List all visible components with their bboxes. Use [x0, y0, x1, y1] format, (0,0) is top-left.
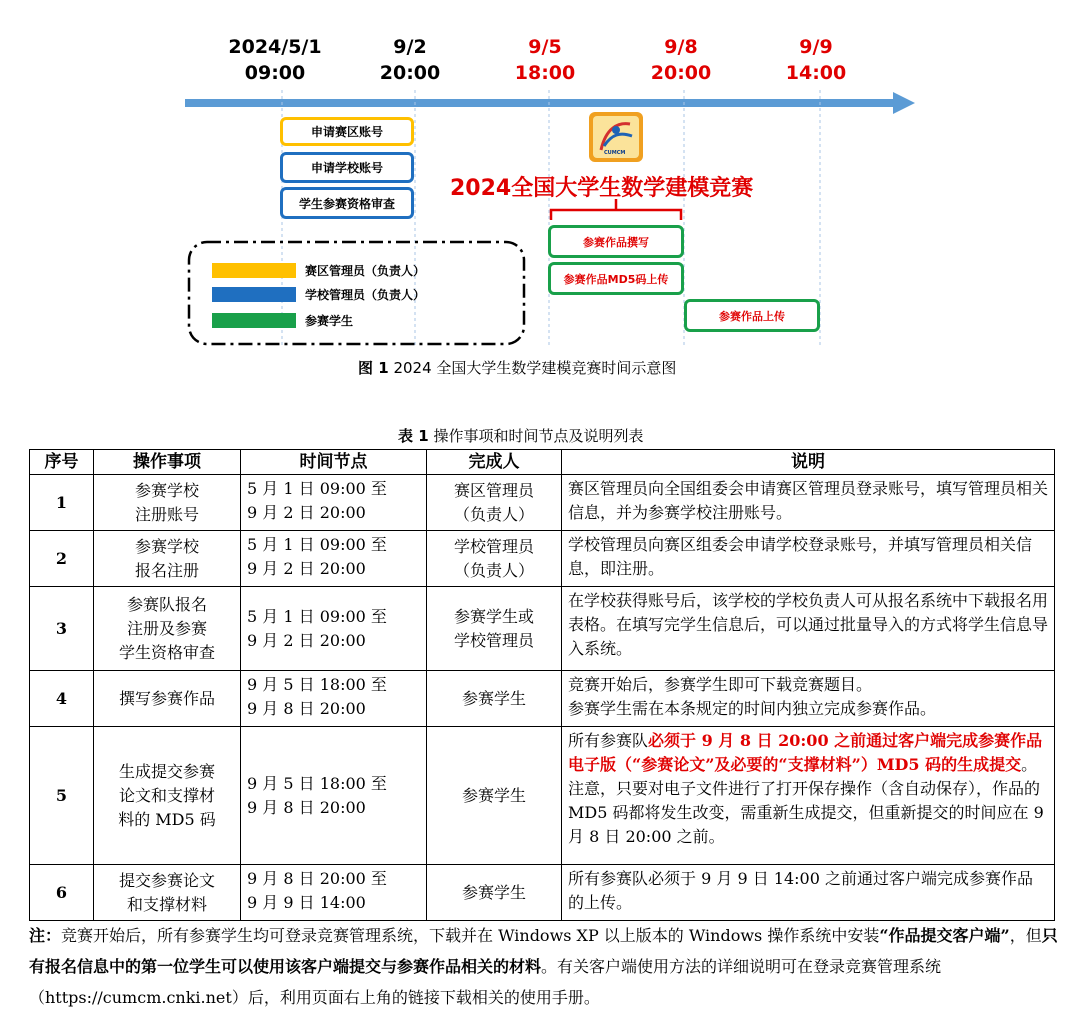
row-time: 9 月 8 日 20:00 至 9 月 9 日 14:00 [241, 865, 427, 921]
table-row [30, 587, 1055, 671]
row-time: 9 月 5 日 18:00 至 9 月 8 日 20:00 [241, 671, 427, 727]
row-time: 5 月 1 日 09:00 至 9 月 2 日 20:00 [241, 475, 427, 531]
header-desc: 说明 [562, 450, 1055, 475]
row-who: 参赛学生 [427, 865, 562, 921]
table-row [30, 671, 1055, 727]
header-time: 时间节点 [241, 450, 427, 475]
box-write-work: 参赛作品撰写 [548, 225, 684, 258]
legend-label-school: 学校管理员（负责人） [305, 288, 426, 302]
row-who: 参赛学生 [427, 727, 562, 865]
timeline-arrow-head [893, 92, 915, 114]
timeline-arrow-shaft [185, 99, 893, 107]
row-no: 2 [30, 531, 94, 587]
row-desc: 所有参赛队必须于 9 月 8 日 20:00 之前通过客户端完成参赛作品电子版（“参赛论文”及必要的“支撑材料”）MD5 码的生成提交。注意，只要对电子文件进行了打开保存操作（含自动保存），作品的 MD5 码都将发生改变，需重新生成提交，但重新提交的时间应在 9 月 8 日 20:00 之前。 [562, 727, 1055, 865]
row-item: 参赛学校 注册账号 [94, 475, 241, 531]
row-desc: 赛区管理员向全国组委会申请赛区管理员登录账号，填写管理员相关信息，并为参赛学校注册账号。 [562, 475, 1055, 531]
figure-caption: 图 1 2024 全国大学生数学建模竞赛时间示意图 [358, 359, 677, 377]
contest-title: 2024全国大学生数学建模竞赛 [450, 176, 754, 201]
row-desc: 所有参赛队必须于 9 月 9 日 14:00 之前通过客户端完成参赛作品的上传。 [562, 865, 1055, 921]
row-no: 6 [30, 865, 94, 921]
row-desc: 学校管理员向赛区组委会申请学校登录账号，并填写管理员相关信息，即注册。 [562, 531, 1055, 587]
row-who: 赛区管理员 （负责人） [427, 475, 562, 531]
header-no: 序号 [30, 450, 94, 475]
legend-label-region: 赛区管理员（负责人） [305, 264, 426, 278]
row-who: 参赛学生或 学校管理员 [427, 587, 562, 671]
timeline-point-3: 9/5 18:00 [514, 36, 576, 84]
row-item: 生成提交参赛 论文和支撑材 料的 MD5 码 [94, 727, 241, 865]
row-no: 1 [30, 475, 94, 531]
row-desc: 在学校获得账号后，该学校的学校负责人可从报名系统中下载报名用表格。在填写完学生信息后，可以通过批量导入的方式将学生信息导入系统。 [562, 587, 1055, 671]
row-no: 3 [30, 587, 94, 671]
legend-label-student: 参赛学生 [305, 314, 354, 328]
timeline-point-4: 9/8 20:00 [650, 36, 712, 84]
legend-swatch-region [212, 263, 296, 278]
contest-bracket [551, 199, 681, 220]
box-work-upload: 参赛作品上传 [684, 299, 820, 332]
logo-text: CUMCM [604, 150, 626, 156]
table-row [30, 865, 1055, 921]
legend-swatch-school [212, 287, 296, 302]
header-who: 完成人 [427, 450, 562, 475]
header-item: 操作事项 [94, 450, 241, 475]
row-item: 参赛学校 报名注册 [94, 531, 241, 587]
row-item: 提交参赛论文 和支撑材料 [94, 865, 241, 921]
row-no: 5 [30, 727, 94, 865]
row-item: 参赛队报名 注册及参赛 学生资格审查 [94, 587, 241, 671]
timeline-point-2: 9/2 20:00 [379, 36, 441, 84]
box-md5-upload: 参赛作品MD5码上传 [548, 262, 684, 295]
row-desc: 竞赛开始后，参赛学生即可下载竞赛题目。 参赛学生需在本条规定的时间内独立完成参赛作品。 [562, 671, 1055, 727]
row-no: 4 [30, 671, 94, 727]
timeline-point-1: 2024/5/1 09:00 [228, 36, 322, 84]
table-header-row [30, 450, 1055, 475]
table-row [30, 475, 1055, 531]
row-time: 5 月 1 日 09:00 至 9 月 2 日 20:00 [241, 587, 427, 671]
row-who: 参赛学生 [427, 671, 562, 727]
box-apply-region-account: 申请赛区账号 [280, 117, 414, 146]
footnote: 注：竞赛开始后，所有参赛学生均可登录竞赛管理系统，下载并在 Windows XP 以上版本的 Windows 操作系统中安装“作品提交客户端”，但只有报名信息中的第一位学生可以使用该客户端提交与参赛作品相关的材料。有关客户端使用方法的详细说明可在登录竞赛管理系统（https://cumcm.cnki.net）后，利用页面右上角的链接下载相关的使用手册。 [29, 926, 1058, 1007]
timeline-point-5: 9/9 14:00 [785, 36, 847, 84]
table-row [30, 531, 1055, 587]
row-who: 学校管理员 （负责人） [427, 531, 562, 587]
table-row [30, 727, 1055, 865]
box-apply-school-account: 申请学校账号 [280, 152, 414, 183]
row-item: 撰写参赛作品 [94, 671, 241, 727]
operations-table [29, 449, 1055, 921]
box-student-qualification: 学生参赛资格审查 [280, 187, 414, 219]
legend-swatch-student [212, 313, 296, 328]
row-time: 5 月 1 日 09:00 至 9 月 2 日 20:00 [241, 531, 427, 587]
table-caption: 表 1 操作事项和时间节点及说明列表 [398, 427, 644, 445]
row-time: 9 月 5 日 18:00 至 9 月 8 日 20:00 [241, 727, 427, 865]
